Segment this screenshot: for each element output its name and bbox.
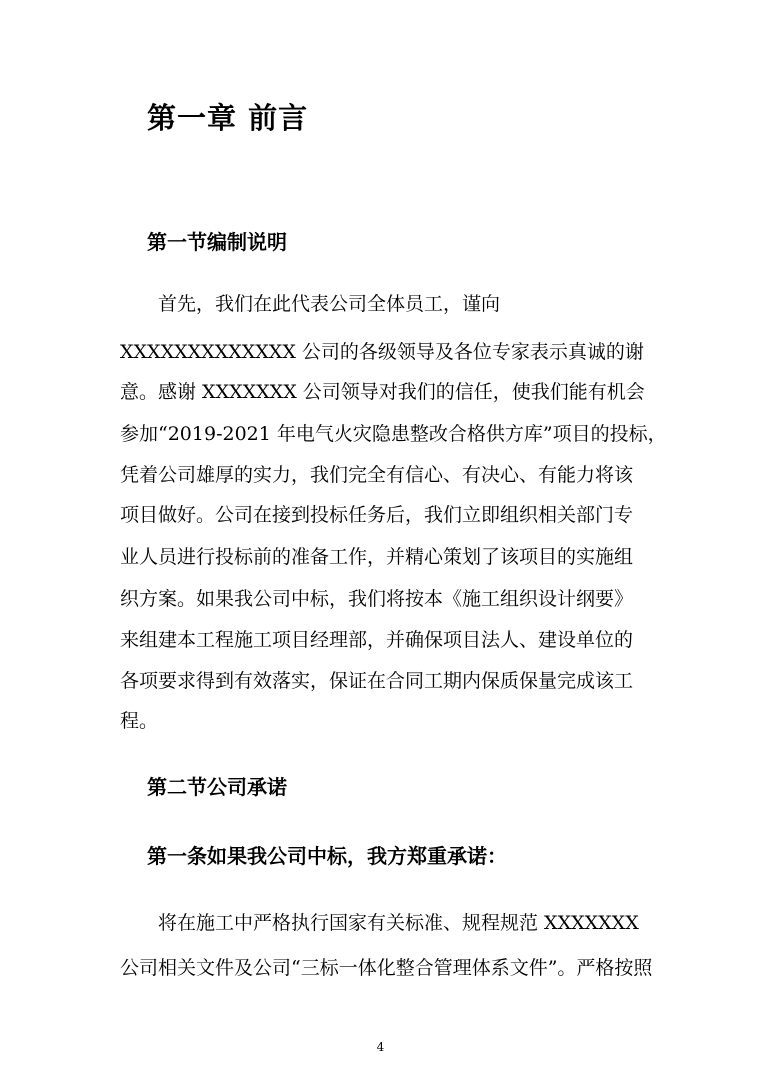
paragraph-line: 业人员进行投标前的准备工作，并精心策划了该项目的实施组 [120,546,634,568]
paragraph-line: 参加“2019-2021 年电气火灾隐患整改合格供方库”项目的投标， [120,423,667,445]
paragraph-line: 意。感谢 XXXXXXX 公司领导对我们的信任，使我们能有机会 [120,381,645,403]
paragraph-line: 织方案。如果我公司中标，我们将按本《施工组织设计纲要》 [120,588,634,610]
paragraph-line: 首先，我们在此代表公司全体员工，谨向 [158,293,501,315]
paragraph-line: XXXXXXXXXXXXX 公司的各级领导及各位专家表示真诚的谢 [120,341,644,363]
page-number: 4 [376,1040,385,1054]
paragraph-line: 各项要求得到有效落实，保证在合同工期内保质保量完成该工 [120,670,634,692]
paragraph-line: 项目做好。公司在接到投标任务后，我们立即组织相关部门专 [120,504,634,526]
section-title-1: 第一节编制说明 [147,230,287,254]
paragraph-line: 程。 [120,710,159,732]
section-title-2: 第二节公司承诺 [147,775,287,799]
paragraph-line: 公司相关文件及公司“三标一体化整合管理体系文件”。严格按照 [120,957,653,979]
chapter-title: 第一章 前言 [147,101,309,135]
article-title-1: 第一条如果我公司中标，我方郑重承诺： [147,844,507,868]
paragraph-line: 将在施工中严格执行国家有关标准、规程规范 XXXXXXX [158,912,639,934]
paragraph-line: 来组建本工程施工项目经理部，并确保项目法人、建设单位的 [120,629,634,651]
paragraph-line: 凭着公司雄厚的实力，我们完全有信心、有决心、有能力将该 [120,464,634,486]
